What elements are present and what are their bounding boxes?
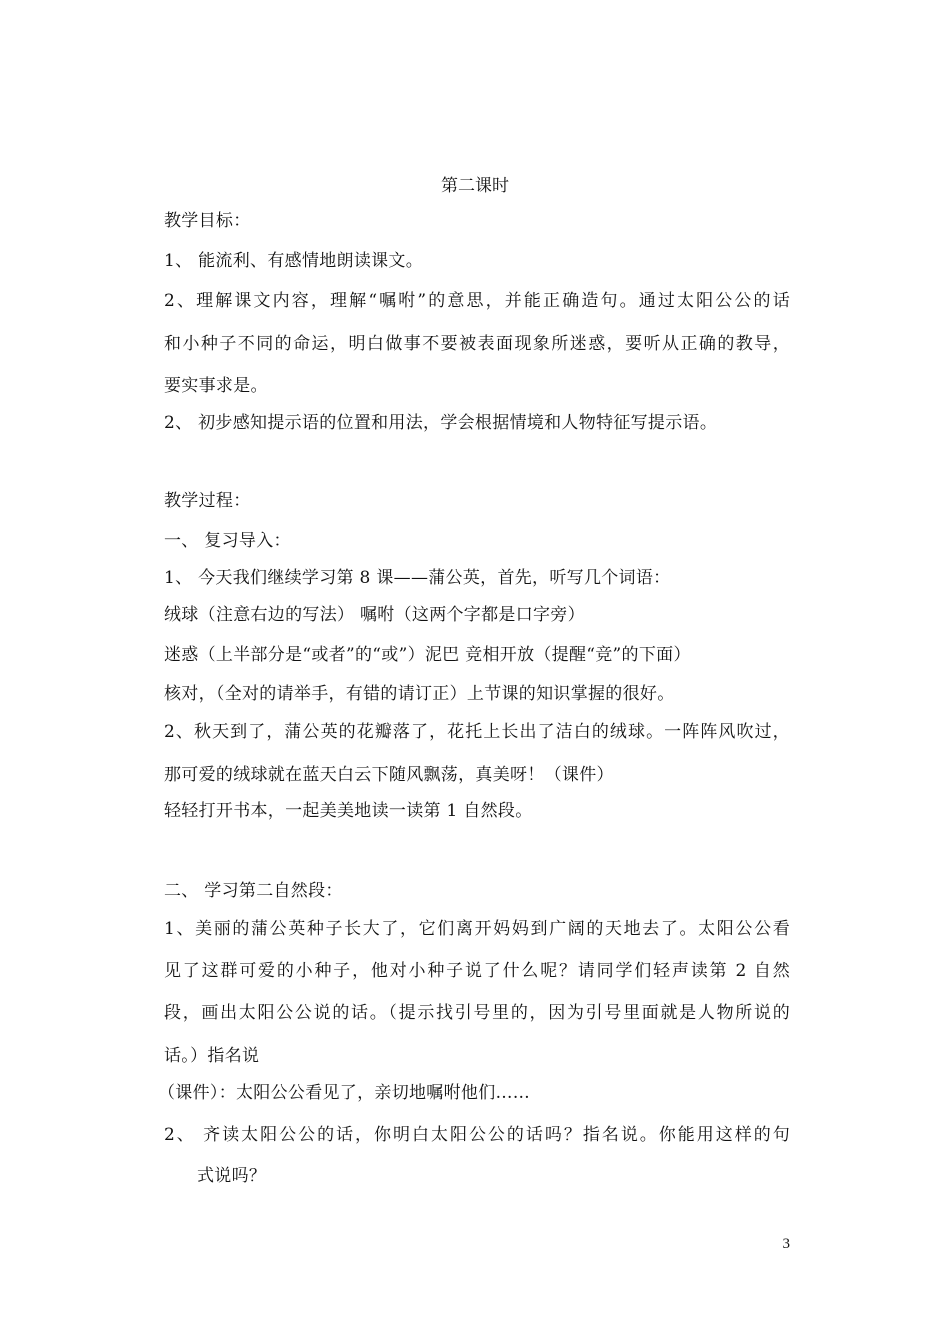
goal-item: 1、 能流利、有感情地朗读课文。 bbox=[164, 251, 424, 271]
goal-item-continued: 要实事求是。 bbox=[164, 376, 268, 396]
step-heading: 一、 复习导入： bbox=[164, 531, 291, 551]
paragraph-line: 见了这群可爱的小种子，他对小种子说了什么呢？请同学们轻声读第 2 自然 bbox=[164, 961, 790, 981]
paragraph-line: 段，画出太阳公公说的话。（提示找引号里的，因为引号里面就是人物所说的 bbox=[164, 1003, 790, 1023]
paragraph-line: 2、秋天到了，蒲公英的花瓣落了，花托上长出了洁白的绒球。一阵阵风吹过， bbox=[164, 722, 790, 742]
page-number: 3 bbox=[782, 1236, 790, 1252]
paragraph-line: 式说吗？ bbox=[197, 1166, 267, 1186]
paragraph-line: （课件）：太阳公公看见了，亲切地嘱咐他们…… bbox=[158, 1083, 531, 1103]
paragraph-line: 那可爱的绒球就在蓝天白云下随风飘荡，真美呀！（课件） bbox=[164, 765, 614, 785]
paragraph-line: 绒球（注意右边的写法） 嘱咐（这两个字都是口字旁） bbox=[164, 605, 585, 625]
goal-item: 2、理解课文内容，理解“嘱咐”的意思，并能正确造句。通过太阳公公的话 bbox=[164, 291, 790, 311]
section-heading-process: 教学过程： bbox=[164, 491, 251, 511]
step-heading: 二、 学习第二自然段： bbox=[164, 881, 343, 901]
paragraph-line: 核对，（全对的请举手，有错的请订正）上节课的知识掌握的很好。 bbox=[164, 684, 675, 704]
paragraph-line: 迷惑（上半部分是“或者”的“或”）泥巴 竞相开放（提醒“竞”的下面） bbox=[164, 645, 691, 665]
paragraph-line: 1、美丽的蒲公英种子长大了，它们离开妈妈到广阔的天地去了。太阳公公看 bbox=[164, 919, 790, 939]
section-heading-goals: 教学目标： bbox=[164, 211, 251, 231]
paragraph-line: 2、 齐读太阳公公的话，你明白太阳公公的话吗？指名说。你能用这样的句 bbox=[164, 1125, 790, 1145]
paragraph-line: 1、 今天我们继续学习第 8 课——蒲公英，首先，听写几个词语： bbox=[164, 568, 671, 588]
goal-item: 2、 初步感知提示语的位置和用法，学会根据情境和人物特征写提示语。 bbox=[164, 413, 718, 433]
page-title: 第二课时 bbox=[441, 176, 509, 196]
paragraph-line: 轻轻打开书本，一起美美地读一读第 1 自然段。 bbox=[164, 801, 533, 821]
goal-item-continued: 和小种子不同的命运，明白做事不要被表面现象所迷惑，要听从正确的教导， bbox=[164, 334, 790, 354]
paragraph-line: 话。）指名说 bbox=[164, 1046, 260, 1066]
